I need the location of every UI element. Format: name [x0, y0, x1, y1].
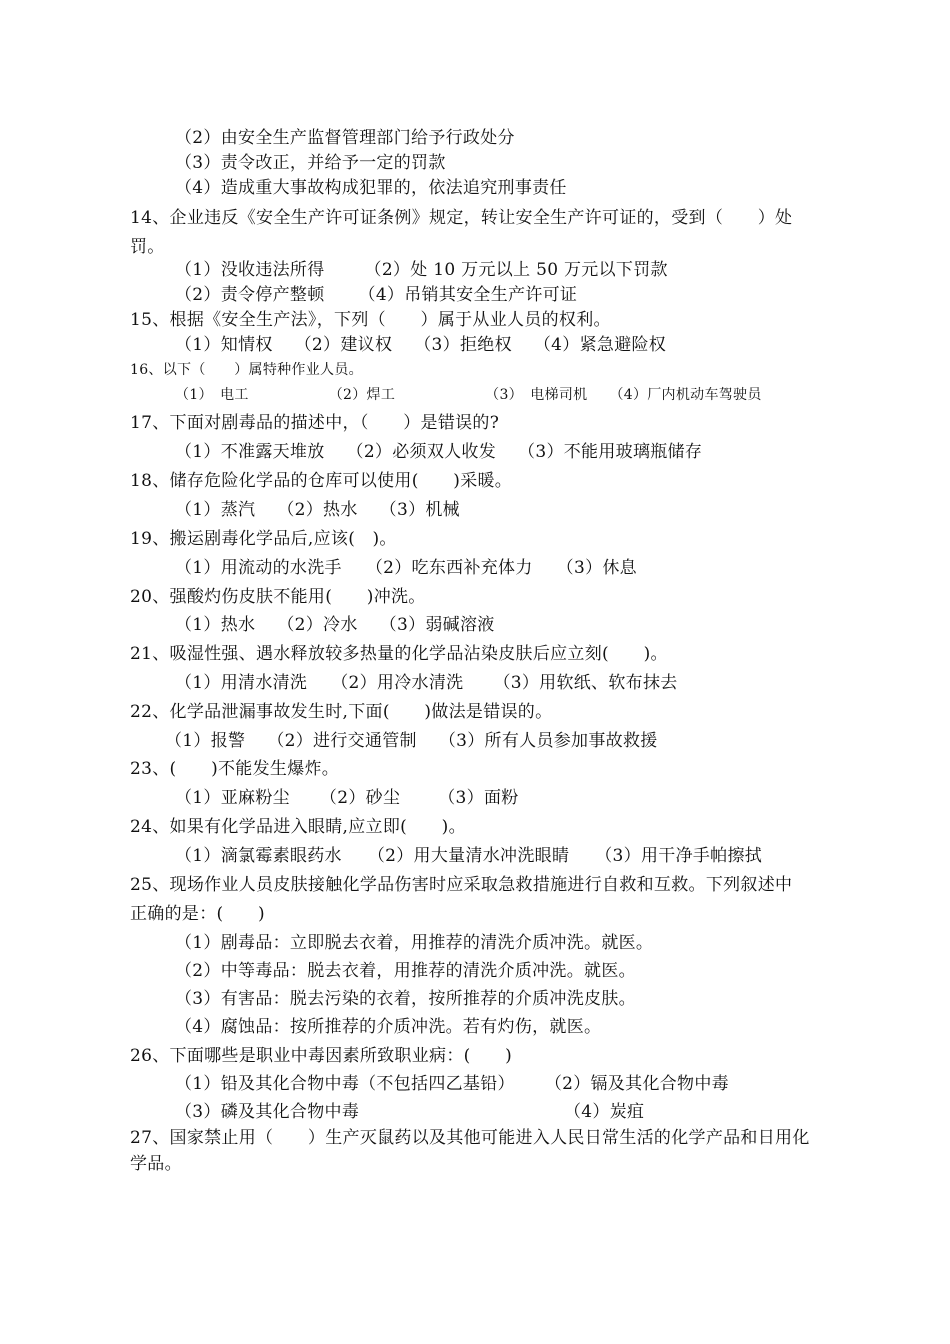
option-text: （2）责令停产整顿 — [175, 285, 325, 305]
option-row — [175, 557, 637, 579]
option-text: （2）必须双人收发 — [346, 442, 497, 462]
option-text: （2）用大量清水冲洗眼睛 — [367, 846, 570, 866]
option-text: （3） 电梯司机 — [485, 387, 588, 403]
question-18: 18、储存危险化学品的仓库可以使用( )采暖。 — [130, 471, 513, 491]
question-14: 14、企业违反《安全生产许可证条例》规定，转让安全生产许可证的，受到（ ）处 — [130, 208, 793, 228]
option-text: （2）进行交通管制 — [267, 731, 417, 751]
option-text: （3）用干净手帕擦拭 — [595, 846, 763, 866]
option-row — [175, 259, 668, 281]
question-16: 16、以下（ ）属特种作业人员。 — [130, 362, 363, 378]
option-text: （3）休息 — [556, 558, 637, 578]
option-text: （3）拒绝权 — [414, 335, 512, 355]
option-text: （2）用冷水清洗 — [331, 673, 464, 693]
option-text: （1）蒸汽 — [175, 500, 256, 520]
option-text: （1）亚麻粉尘 — [175, 788, 290, 808]
option-text: （1）不准露天堆放 — [175, 442, 325, 462]
option-row — [175, 441, 702, 463]
option-text: （2）吃东西补充体力 — [365, 558, 533, 578]
question-25-continued: 正确的是：( ) — [130, 904, 265, 924]
question-24: 24、如果有化学品进入眼睛,应立即( )。 — [130, 817, 466, 837]
option-text: （1）铅及其化合物中毒（不包括四乙基铅） — [175, 1074, 515, 1094]
option-row — [175, 499, 460, 521]
option-text: （1）剧毒品：立即脱去衣着，用推荐的清洗介质冲洗。就医。 — [175, 933, 654, 953]
option-text: （1）知情权 — [175, 335, 273, 355]
option-text: （2）建议权 — [294, 335, 393, 355]
question-27: 27、国家禁止用（ ）生产灭鼠药以及其他可能进入人民日常生活的化学产品和日用化 — [130, 1128, 810, 1148]
option-text: （4）炭疽 — [564, 1102, 645, 1122]
question-23: 23、( )不能发生爆炸。 — [130, 759, 340, 779]
option-text: （3）机械 — [379, 500, 460, 520]
option-text: （2）热水 — [277, 500, 358, 520]
option-text: （4）腐蚀品：按所推荐的介质冲洗。若有灼伤，就医。 — [175, 1017, 602, 1037]
option-row — [175, 787, 519, 809]
option-text: （2）焊工 — [328, 387, 396, 403]
option-row — [175, 845, 762, 867]
option-text: （3）用软纸、软布抹去 — [493, 673, 678, 693]
option-row — [175, 614, 495, 636]
option-text: （4）造成重大事故构成犯罪的，依法追究刑事责任 — [175, 178, 567, 198]
option-text: （3）有害品：脱去污染的衣着，按所推荐的介质冲洗皮肤。 — [175, 989, 636, 1009]
option-text: （3）磷及其化合物中毒 — [175, 1102, 360, 1122]
option-text: （2）镉及其化合物中毒 — [544, 1074, 729, 1094]
option-text: （1）报警 — [165, 731, 246, 751]
question-17: 17、下面对剧毒品的描述中，（ ）是错误的? — [130, 413, 500, 433]
question-19: 19、搬运剧毒化学品后,应该( )。 — [130, 529, 397, 549]
option-text: （1）用流动的水洗手 — [175, 558, 342, 578]
option-text: （2）砂尘 — [319, 788, 401, 808]
option-row — [175, 1101, 644, 1123]
question-20: 20、强酸灼伤皮肤不能用( )冲洗。 — [130, 587, 426, 607]
question-22: 22、化学品泄漏事故发生时,下面( )做法是错误的。 — [130, 702, 553, 722]
option-text: （2）处 10 万元以上 50 万元以下罚款 — [364, 260, 668, 280]
option-text: （1）没收违法所得 — [175, 260, 325, 280]
option-row — [175, 334, 666, 356]
option-text: （1）用清水清洗 — [175, 673, 308, 693]
option-text: （1）滴氯霉素眼药水 — [175, 846, 342, 866]
question-25: 25、现场作业人员皮肤接触化学品伤害时应采取急救措施进行自救和互救。下列叙述中 — [130, 875, 793, 895]
option-row — [175, 284, 577, 306]
option-text: （4）吊销其安全生产许可证 — [358, 285, 578, 305]
option-text: （2）由安全生产监督管理部门给予行政处分 — [175, 128, 515, 148]
option-text: （2）中等毒品：脱去衣着，用推荐的清洗介质冲洗。就医。 — [175, 961, 636, 981]
question-15: 15、根据《安全生产法》，下列（ ）属于从业人员的权利。 — [130, 310, 611, 330]
option-text: （4）紧急避险权 — [533, 335, 667, 355]
option-row — [175, 384, 762, 406]
question-27-continued: 学品。 — [130, 1154, 182, 1174]
option-text: （2）冷水 — [277, 615, 358, 635]
option-text: （3）面粉 — [438, 788, 519, 808]
option-text: （3）责令改正，并给予一定的罚款 — [175, 153, 446, 173]
option-text: （3）不能用玻璃瓶储存 — [518, 442, 703, 462]
option-row — [165, 730, 658, 752]
option-text: （3）弱碱溶液 — [379, 615, 495, 635]
question-26: 26、下面哪些是职业中毒因素所致职业病：( ) — [130, 1046, 513, 1066]
option-text: （4）厂内机动车驾驶员 — [609, 387, 762, 403]
option-text: （1） 电工 — [175, 387, 249, 403]
question-14-continued: 罚。 — [130, 237, 165, 257]
option-text: （3）所有人员参加事故救援 — [438, 731, 658, 751]
option-text: （1）热水 — [175, 615, 256, 635]
question-21: 21、吸湿性强、遇水释放较多热量的化学品沾染皮肤后应立刻( )。 — [130, 644, 668, 664]
option-row — [175, 672, 678, 694]
option-row — [175, 1073, 729, 1095]
